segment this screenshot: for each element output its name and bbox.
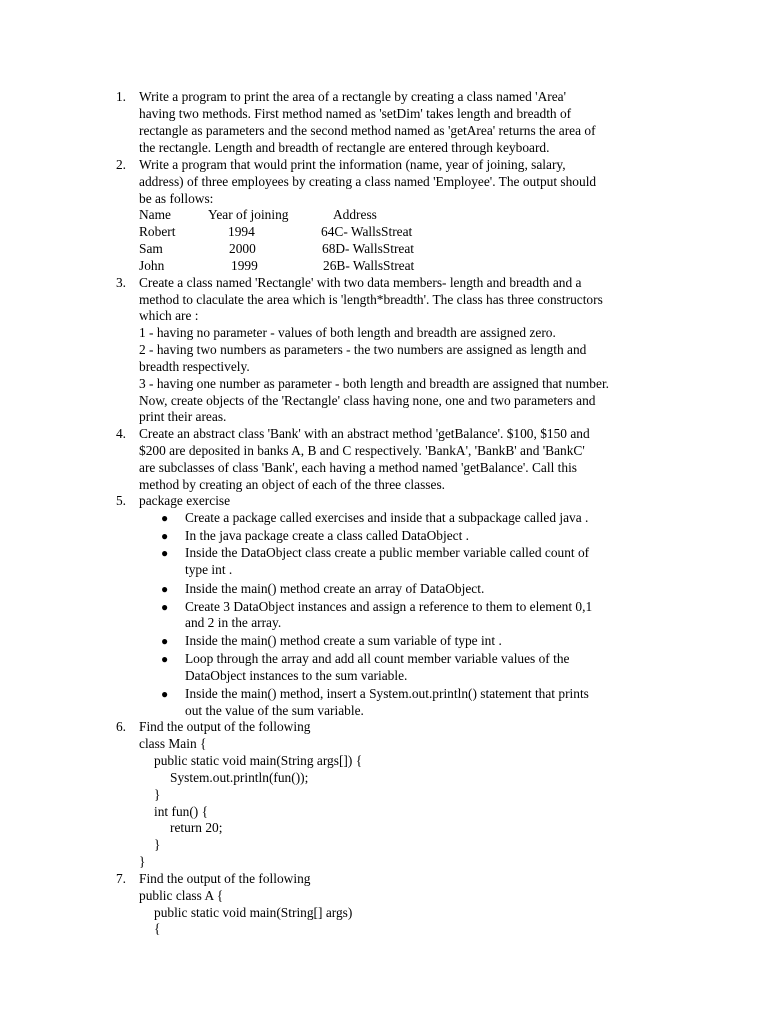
table-cell: Robert <box>139 224 176 239</box>
table-header-name: Name <box>139 207 171 222</box>
table-cell: 2000 <box>229 241 256 256</box>
bullet-text: Inside the main() method create an array of DataObject. <box>185 581 485 596</box>
bullet-text: and 2 in the array. <box>185 615 282 630</box>
text-line: Create an abstract class 'Bank' with an abstract method 'getBalance'. $100, $150 and <box>139 426 590 441</box>
text-line: are subclasses of class 'Bank', each having a method named 'getBalance'. Call this <box>139 460 578 475</box>
code-line: public class A { <box>139 888 224 903</box>
text-line: 1 - having no parameter - values of both length and breadth are assigned zero. <box>139 325 556 340</box>
bullet-icon: ● <box>161 687 169 701</box>
table-header-year: Year of joining <box>208 207 289 222</box>
bullet-icon: ● <box>161 511 169 525</box>
text-line: address) of three employees by creating a class named 'Employee'. The output should <box>139 174 597 189</box>
code-line: public static void main(String args[]) { <box>154 753 363 768</box>
text-line: the rectangle. Length and breadth of rectangle are entered through keyboard. <box>139 140 550 155</box>
code-line: return 20; <box>170 820 223 835</box>
text-line: be as follows: <box>139 191 214 206</box>
code-line: } <box>154 787 161 802</box>
bullet-text: Create 3 DataObject instances and assign a reference to them to element 0,1 <box>185 599 593 614</box>
code-line: } <box>139 854 146 869</box>
text-line: method to claculate the area which is 'length*breadth'. The class has three constructors <box>139 292 603 307</box>
text-line: Write a program to print the area of a rectangle by creating a class named 'Area' <box>139 89 567 104</box>
code-line: int fun() { <box>154 804 209 819</box>
text-line: Now, create objects of the 'Rectangle' class having none, one and two parameters and <box>139 393 596 408</box>
text-line: method by creating an object of each of the three classes. <box>139 477 445 492</box>
text-line: print their areas. <box>139 409 227 424</box>
text-line: 2 - having two numbers as parameters - the two numbers are assigned as length and <box>139 342 587 357</box>
bullet-text: DataObject instances to the sum variable. <box>185 668 408 683</box>
table-header-address: Address <box>333 207 377 222</box>
code-line: class Main { <box>139 736 207 751</box>
bullet-icon: ● <box>161 634 169 648</box>
text-line: 3 - having one number as parameter - both length and breadth are assigned that number. <box>139 376 610 391</box>
table-cell: Sam <box>139 241 163 256</box>
text-line: which are : <box>139 308 199 323</box>
bullet-icon: ● <box>161 582 169 596</box>
bullet-text: In the java package create a class called DataObject . <box>185 528 470 543</box>
bullet-text: Inside the main() method create a sum variable of type int . <box>185 633 502 648</box>
table-cell: 26B- WallsStreat <box>323 258 415 273</box>
question-title: Find the output of the following <box>139 719 311 734</box>
bullet-icon: ● <box>161 600 169 614</box>
question-number: 5. <box>115 493 126 508</box>
question-number: 4. <box>115 426 126 441</box>
bullet-icon: ● <box>161 529 169 543</box>
text-line: Create a class named 'Rectangle' with two data members- length and breadth and a <box>139 275 582 290</box>
question-number: 7. <box>115 871 126 886</box>
question-number: 2. <box>115 157 126 172</box>
code-line: { <box>154 921 161 936</box>
table-cell: 64C- WallsStreat <box>321 224 413 239</box>
text-line: $200 are deposited in banks A, B and C respectively. 'BankA', 'BankB' and 'BankC' <box>139 443 585 458</box>
table-cell: 68D- WallsStreat <box>322 241 415 256</box>
bullet-text: Inside the main() method, insert a System.out.println() statement that prints <box>185 686 589 701</box>
text-line: Write a program that would print the information (name, year of joining, salary, <box>139 157 566 172</box>
table-cell: 1999 <box>231 258 258 273</box>
code-line: System.out.println(fun()); <box>170 770 309 785</box>
table-cell: John <box>139 258 165 273</box>
text-line: having two methods. First method named as 'setDim' takes length and breadth of <box>139 106 572 121</box>
question-number: 1. <box>115 89 126 104</box>
text-line: rectangle as parameters and the second method named as 'getArea' returns the area of <box>139 123 596 138</box>
question-number: 3. <box>115 275 126 290</box>
code-line: } <box>154 837 161 852</box>
bullet-text: Loop through the array and add all count member variable values of the <box>185 651 570 666</box>
bullet-text: Inside the DataObject class create a public member variable called count of <box>185 545 590 560</box>
question-title: package exercise <box>139 493 231 508</box>
code-line: public static void main(String[] args) <box>154 905 353 920</box>
question-title: Find the output of the following <box>139 871 311 886</box>
bullet-text: Create a package called exercises and inside that a subpackage called java . <box>185 510 589 525</box>
bullet-icon: ● <box>161 546 169 560</box>
bullet-text: out the value of the sum variable. <box>185 703 364 718</box>
question-number: 6. <box>115 719 126 734</box>
text-line: breadth respectively. <box>139 359 250 374</box>
table-cell: 1994 <box>228 224 255 239</box>
bullet-text: type int . <box>185 562 233 577</box>
bullet-icon: ● <box>161 652 169 666</box>
